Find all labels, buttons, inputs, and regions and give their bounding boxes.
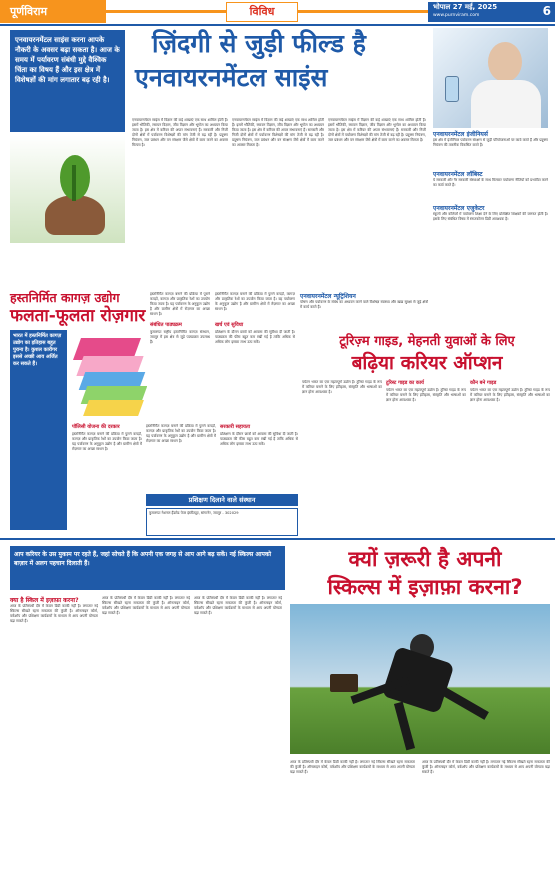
section-title: विविध [226,2,298,22]
story3-body-col2: पर्यटन भारत का एक महत्वपूर्ण उद्योग है। टूरिस्ट गाइड के रूप में करियर बनाने के लिए इतिहास, संस्कृति और भाषाओं का ज्ञान होना आवश्यक है। [386,388,466,402]
story2-box1-title: पॉलिसी योजना की दरकार [72,424,120,430]
story1-body-col1: एनवायरनमेंटल साइंस में विज्ञान की कई शाखाएं एक साथ शामिल होती हैं। इसमें भौतिकी, रसायन विज्ञान, जीव विज्ञान और भूगोल का अध्ययन किया जाता है। इस क्षेत्र में करियर की अपार संभावनाएं हैं। सरकारी और निजी दोनों क्षेत्रों में पर्यावरण विशेषज्ञों की मांग तेजी से बढ़ रही है। प्रदूषण नियंत्रण, जल प्रबंधन और वन संरक्षण जैसे क्षेत्रों में काम करने का अवसर मिलता है। [132,118,228,147]
story1-sub1-body: इस क्षेत्र में इंजीनियर पर्यावरण संरक्षण से जुड़ी परियोजनाओं पर कार्य करते हैं और प्रदूषण नियंत्रण की तकनीक विकसित करते हैं। [433,138,548,147]
story1-sub3-title: एनवायरनमेंटल एजुकेटर [433,205,485,212]
lab-scientist-photo [433,28,548,128]
story1-sub1-title: एनवायरनमेंटल इंजीनियर्स [433,131,488,138]
section-divider [0,538,555,540]
story1-sub4-title: एनवायरनमेंटल न्यूट्रिशियन [300,293,356,300]
story3-body-col3: पर्यटन भारत का एक महत्वपूर्ण उद्योग है। टूरिस्ट गाइड के रूप में करियर बनाने के लिए इतिहास, संस्कृति और भाषाओं का ज्ञान होना आवश्यक है। [470,388,550,402]
story1-sub4-body: पोषण और पर्यावरण के संबंध का अध्ययन करने वाले विशेषज्ञ स्वास्थ्य और खाद्य सुरक्षा से जुड़े क्षेत्रों में कार्य करते हैं। [300,300,428,309]
story4-headline-line2: स्किल्स में इज़ाफ़ा करना? [327,575,523,599]
story3-sub2-title: कौन बने गाइड [470,380,497,386]
story4-body-col5: आज के प्रतिस्पर्धी दौर में केवल डिग्री काफी नहीं है। लगातार नई स्किल्स सीखते रहना सफलता की कुंजी है। ऑनलाइन कोर्स, वर्कशॉप और प्रशिक्षण कार्यक्रमों के माध्यम से आप अपनी योग्यता बढ़ा सकते हैं। [422,760,550,774]
story4-q-title: क्या है स्किल में इज़ाफ़ा करना? [10,597,79,604]
story1-body-col3: एनवायरनमेंटल साइंस में विज्ञान की कई शाखाएं एक साथ शामिल होती हैं। इसमें भौतिकी, रसायन विज्ञान, जीव विज्ञान और भूगोल का अध्ययन किया जाता है। इस क्षेत्र में करियर की अपार संभावनाएं हैं। सरकारी और निजी दोनों क्षेत्रों में पर्यावरण विशेषज्ञों की मांग तेजी से बढ़ रही है। प्रदूषण नियंत्रण, जल प्रबंधन और वन संरक्षण जैसे क्षेत्रों में काम करने का अवसर मिलता है। [328,118,426,142]
story4-headline-line1: क्यों ज़रूरी है अपनी [348,547,502,571]
plant-in-hands-photo [10,135,125,243]
story1-headline-line2: एनवायरनमेंटल साइंस [135,63,328,92]
story4-body-col1: आज के प्रतिस्पर्धी दौर में केवल डिग्री काफी नहीं है। लगातार नई स्किल्स सीखते रहना सफलता की कुंजी है। ऑनलाइन कोर्स, वर्कशॉप और प्रशिक्षण कार्यक्रमों के माध्यम से आप अपनी योग्यता बढ़ा सकते हैं। [10,604,98,623]
header-divider [298,10,428,13]
story2-col1-top: हस्तनिर्मित कागज़ बनाने की प्रक्रिया में पुराने कपड़ों, कागज़ और प्राकृतिक रेशों का उपयोग किया जाता है। यह पर्यावरण के अनुकूल उद्योग है और ग्रामीण क्षेत्रों में रोज़गार का अच्छा साधन है। [150,292,210,316]
story1-sub2-title: एनवायरनमेंटल लॉबिस्ट [433,171,483,178]
header-divider [106,10,226,13]
story2-box3-body: कुमारप्पा नेशनल हैंडमेड पेपर इंस्टीट्यूट, सांगानेर, जयपुर - 302029 [146,508,298,536]
story1-sub2-body: ये सरकारी और गैर सरकारी संस्थाओं के साथ मिलकर पर्यावरण नीतियों को प्रभावित करने का कार्य करते हैं। [433,178,548,187]
story3-sub-title: टूरिस्ट गाइड का कार्य [386,380,424,386]
story2-col-body: हस्तनिर्मित कागज़ बनाने की प्रक्रिया में पुराने कपड़ों, कागज़ और प्राकृतिक रेशों का उपयोग किया जाता है। यह पर्यावरण के अनुकूल उद्योग है और ग्रामीण क्षेत्रों में रोज़गार का अच्छा साधन है। [146,424,216,443]
masthead-logo: पूर्णविराम [0,0,106,23]
story2-box3-title: प्रशिक्षण दिलाने वाले संस्थान [146,494,298,506]
story1-body-col2: एनवायरनमेंटल साइंस में विज्ञान की कई शाखाएं एक साथ शामिल होती हैं। इसमें भौतिकी, रसायन विज्ञान, जीव विज्ञान और भूगोल का अध्ययन किया जाता है। इस क्षेत्र में करियर की अपार संभावनाएं हैं। सरकारी और निजी दोनों क्षेत्रों में पर्यावरण विशेषज्ञों की मांग तेजी से बढ़ रही है। प्रदूषण नियंत्रण, जल प्रबंधन और वन संरक्षण जैसे क्षेत्रों में काम करने का अवसर मिलता है। [232,118,324,147]
dateline-box [428,2,555,22]
story2-col3-body: प्रशिक्षण के दौरान छात्रों को आवास की सुविधा दी जाती है। पाठ्यक्रम की फीस बहुत कम रखी गई है ताकि अधिक से अधिक लोग इसका लाभ उठा सकें। [215,330,295,344]
story4-intro: आप करियर के उस मुकाम पर रहते हैं, जहां सोचते हैं कि अपनी एक जगह से आप आगे बढ़ सकें। नई स्किल्स आपको बाज़ार में अलग पहचान दिलाती हैं। [10,546,285,590]
story2-headline-line1: हस्तनिर्मित कागज़ उद्योग [10,290,120,305]
story1-headline-line1: ज़िंदगी से जुड़ी फील्ड है [152,29,366,58]
story4-body-col4: आज के प्रतिस्पर्धी दौर में केवल डिग्री काफी नहीं है। लगातार नई स्किल्स सीखते रहना सफलता की कुंजी है। ऑनलाइन कोर्स, वर्कशॉप और प्रशिक्षण कार्यक्रमों के माध्यम से आप अपनी योग्यता बढ़ा सकते हैं। [290,760,415,774]
story2-col3-title: खर्च एवं सुविधा [215,322,244,328]
story2-box2-body: प्रशिक्षण के दौरान छात्रों को आवास की सुविधा दी जाती है। पाठ्यक्रम की फीस बहुत कम रखी गई है ताकि अधिक से अधिक लोग इसका लाभ उठा सकें। [220,432,298,446]
businessman-running-photo [290,604,550,754]
story1-intro: एनवायरनमेंटल साइंस करना आपके नौकरी के अवसर बढ़ा सकता है। आज के समय में पर्यावरण संबंधी मुद्दे वैश्विक चिंता का विषय हैं और इस क्षेत्र में विशेषज्ञों की मांग लगातार बढ़ रही है। [10,30,125,132]
story2-headline-line2: फलता-फूलता रोज़गार [10,306,146,326]
page-number: 6 [542,4,551,18]
story2-box1-body: हस्तनिर्मित कागज़ बनाने की प्रक्रिया में पुराने कपड़ों, कागज़ और प्राकृतिक रेशों का उपयोग किया जाता है। यह पर्यावरण के अनुकूल उद्योग है और ग्रामीण क्षेत्रों में रोज़गार का अच्छा साधन है। [72,432,142,451]
colored-paper-photo [72,330,147,420]
story3-headline-line1: टूरिज़्म गाइड, मेहनती युवाओं के लिए [339,334,515,349]
story2-col2-title: संबंधित पाठ्यक्रम [150,322,182,328]
story2-col2-body: कुमारप्पा राष्ट्रीय हस्तनिर्मित कागज़ संस्थान, जयपुर में इस क्षेत्र से जुड़े पाठ्यक्रम उपलब्ध हैं। [150,330,210,344]
story4-body-col3: आज के प्रतिस्पर्धी दौर में केवल डिग्री काफी नहीं है। लगातार नई स्किल्स सीखते रहना सफलता की कुंजी है। ऑनलाइन कोर्स, वर्कशॉप और प्रशिक्षण कार्यक्रमों के माध्यम से आप अपनी योग्यता बढ़ा सकते हैं। [194,596,282,615]
story3-headline-line2: बढ़िया करियर ऑप्शन [351,352,503,374]
website-url[interactable]: www.purnviram.com [433,13,480,18]
story4-body-col2: आज के प्रतिस्पर्धी दौर में केवल डिग्री काफी नहीं है। लगातार नई स्किल्स सीखते रहना सफलता की कुंजी है। ऑनलाइन कोर्स, वर्कशॉप और प्रशिक्षण कार्यक्रमों के माध्यम से आप अपनी योग्यता बढ़ा सकते हैं। [102,596,190,615]
story3-body-col1: पर्यटन भारत का एक महत्वपूर्ण उद्योग है। टूरिस्ट गाइड के रूप में करियर बनाने के लिए इतिहास, संस्कृति और भाषाओं का ज्ञान होना आवश्यक है। [302,380,382,394]
story1-sub3-body: स्कूलों और कॉलेजों में पर्यावरण शिक्षा देने के लिए प्रशिक्षित शिक्षकों की जरूरत होती है। इसके लिए संबंधित विषय में स्नातकोत्तर डिग्री आवश्यक है। [433,212,548,221]
story2-box2-title: सरकारी सहायता [220,424,251,430]
header-rule [0,24,555,26]
story2-col3-top: हस्तनिर्मित कागज़ बनाने की प्रक्रिया में पुराने कपड़ों, कागज़ और प्राकृतिक रेशों का उपयोग किया जाता है। यह पर्यावरण के अनुकूल उद्योग है और ग्रामीण क्षेत्रों में रोज़गार का अच्छा साधन है। [215,292,295,311]
story2-intro: भारत में हस्तनिर्मित कागज़ उद्योग का इतिहास बहुत पुराना है। कुशल कारीगर इससे अच्छी आय अर्जित कर सकते हैं। [10,330,67,530]
date: भोपाल 27 मई, 2025 [433,3,498,11]
